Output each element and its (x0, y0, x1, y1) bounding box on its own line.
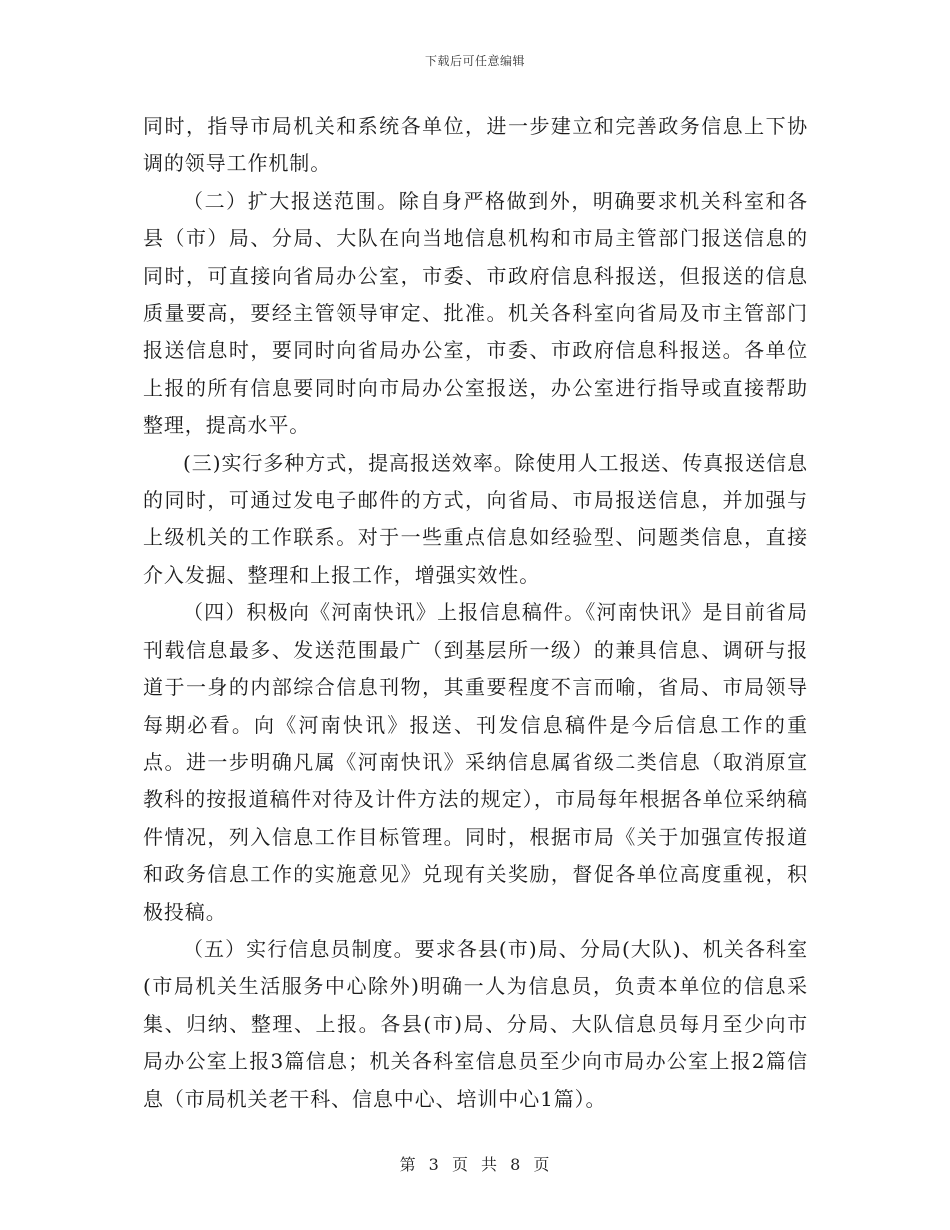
paragraph-section-3: (三)实行多种方式，提高报送效率。除使用人工报送、传真报送信息的同时，可通过发电子邮件的方式，向省局、市局报送信息，并加强与上级机关的工作联系。对于一些重点信息如经验型、问题类信息，直接介入发掘、整理和上报工作，增强实效性。 (143, 450, 808, 587)
paragraph-section-2: （二）扩大报送范围。除自身严格做到外，明确要求机关科室和各县（市）局、分局、大队在向当地信息机构和市局主管部门报送信息的同时，可直接向省局办公室，市委、市政府信息科报送，但报送的信息质量要高，要经主管领导审定、批准。机关各科室向省局及市主管部门报送信息时，要同时向省局办公室，市委、市政府信息科报送。各单位上报的所有信息要同时向市局办公室报送，办公室进行指导或直接帮助整理，提高水平。 (143, 188, 808, 438)
paragraph-section-5: （五）实行信息员制度。要求各县(市)局、分局(大队)、机关各科室(市局机关生活服务中心除外)明确一人为信息员，负责本单位的信息采集、归纳、整理、上报。各县(市)局、分局、大队信息员每月至少向市局办公室上报3篇信息；机关各科室信息员至少向市局办公室上报2篇信息（市局机关老干科、信息中心、培训中心1篇）。 (143, 936, 808, 1111)
document-body (143, 108, 808, 1118)
page-header: 下载后可任意编辑 (424, 54, 525, 68)
page-number-footer: 第 3 页 共 8 页 (399, 1155, 551, 1174)
paragraph-continuation: 同时，指导市局机关和系统各单位，进一步建立和完善政务信息上下协调的领导工作机制。 (143, 114, 808, 176)
paragraph-section-4: （四）积极向《河南快讯》上报信息稿件。《河南快讯》是目前省局刊载信息最多、发送范围最广（到基层所一级）的兼具信息、调研与报道于一身的内部综合信息刊物，其重要程度不言而喻，省局、市局领导每期必看。向《河南快讯》报送、刊发信息稿件是今后信息工作的重点。进一步明确凡属《河南快讯》采纳信息属省级二类信息（取消原宣教科的按报道稿件对待及计件方法的规定），市局每年根据各单位采纳稿件情况，列入信息工作目标管理。同时，根据市局《关于加强宣传报道和政务信息工作的实施意见》兑现有关奖励，督促各单位高度重视，积极投稿。 (143, 600, 808, 924)
